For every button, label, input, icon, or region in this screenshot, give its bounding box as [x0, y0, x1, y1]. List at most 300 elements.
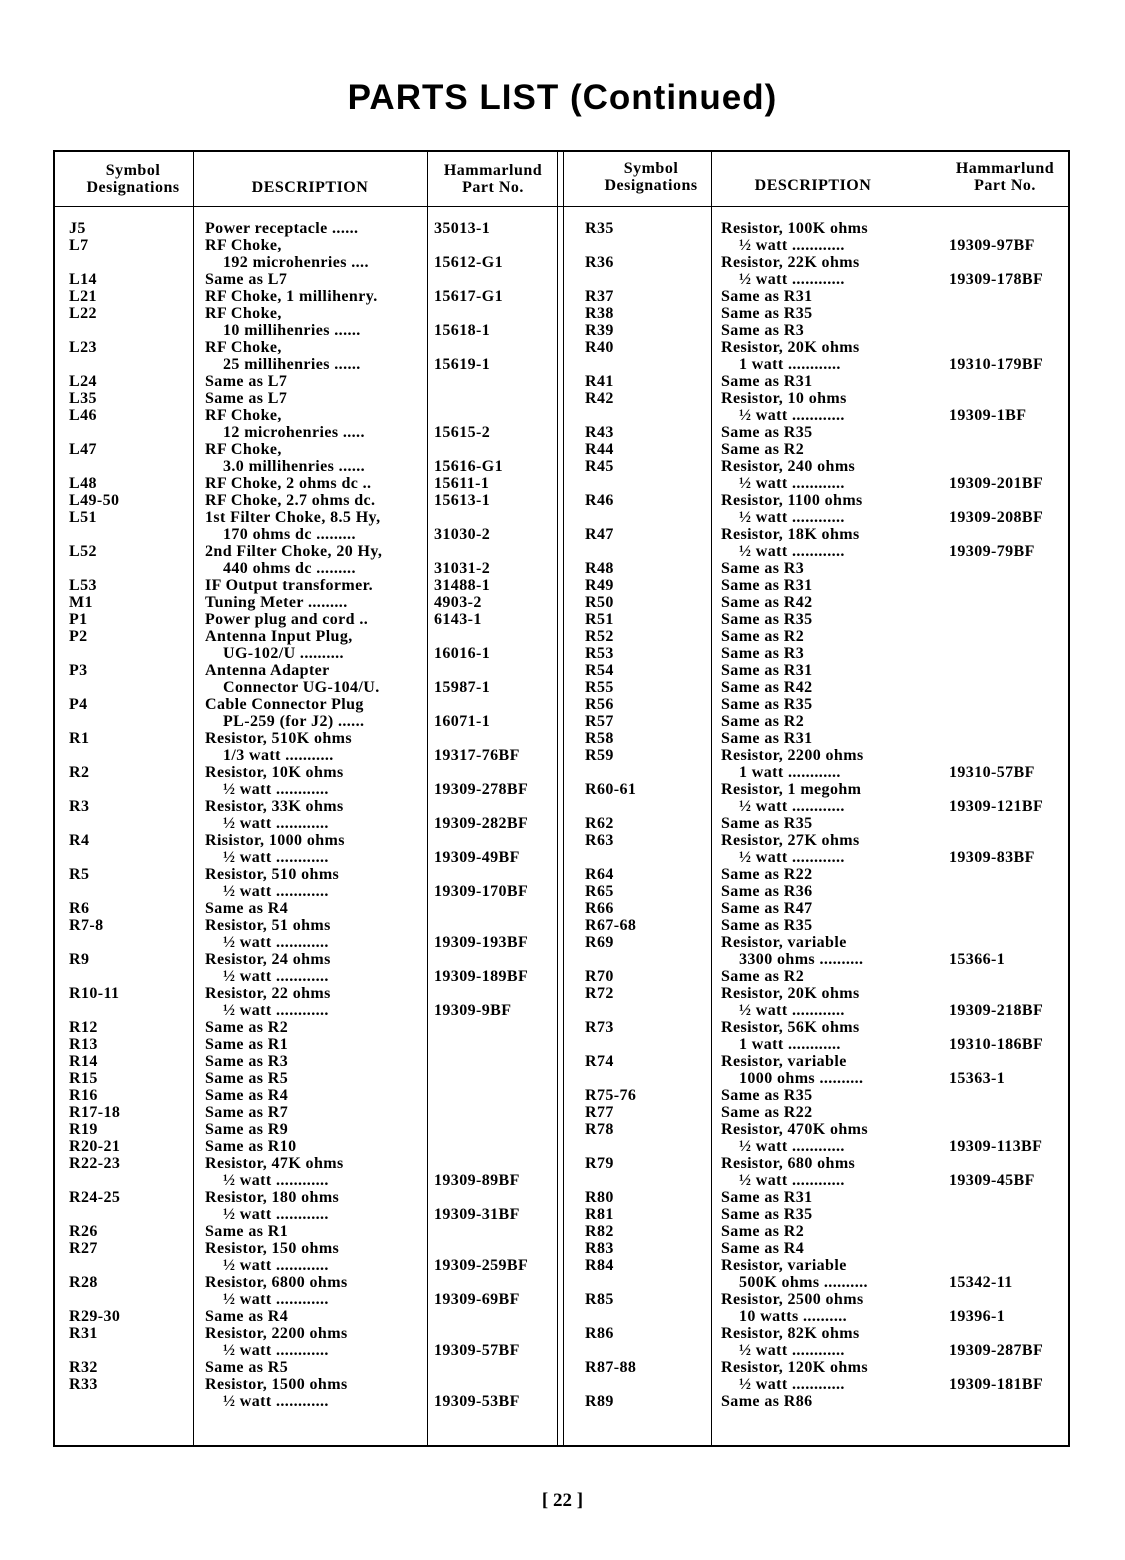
header-designations-text: Designations [86, 179, 180, 196]
description-line: Same as R31 [721, 288, 813, 305]
description-line: Same as R2 [205, 1019, 289, 1036]
description-line: Same as R31 [721, 577, 813, 594]
symbol-designation: R72 [585, 985, 614, 1002]
description-line: ½ watt ............ [739, 271, 845, 288]
description-line: 1000 ohms .......... [739, 1070, 864, 1087]
part-number: 19309-282BF [434, 815, 529, 832]
description-line: RF Choke, 1 millihenry. [205, 288, 378, 305]
part-number: 19309-201BF [949, 475, 1044, 492]
symbol-designation: P3 [69, 662, 88, 679]
description-line: UG-102/U .......... [223, 645, 344, 662]
part-number: 15613-1 [434, 492, 491, 509]
description-line: Resistor, 27K ohms [721, 832, 860, 849]
symbol-designation: J5 [69, 220, 86, 237]
description-line: 1 watt ............ [739, 1036, 841, 1053]
description-line: Same as R31 [721, 662, 813, 679]
description-line: ½ watt ............ [223, 934, 329, 951]
description-line: ½ watt ............ [223, 1206, 329, 1223]
symbol-designation: R80 [585, 1189, 614, 1206]
description-line: ½ watt ............ [739, 1172, 845, 1189]
description-line: Same as R3 [721, 560, 805, 577]
symbol-designation: R81 [585, 1206, 614, 1223]
description-line: IF Output transformer. [205, 577, 374, 594]
symbol-designation: P1 [69, 611, 88, 628]
description-line: Same as R3 [721, 645, 805, 662]
symbol-designation: R9 [69, 951, 90, 968]
symbol-designation: R38 [585, 305, 614, 322]
symbol-designation: R87-88 [585, 1359, 637, 1376]
symbol-designation: R52 [585, 628, 614, 645]
symbol-designation: R19 [69, 1121, 98, 1138]
symbol-designation: R75-76 [585, 1087, 637, 1104]
description-line: ½ watt ............ [739, 1342, 845, 1359]
symbol-designation: R27 [69, 1240, 98, 1257]
header-part-no-text: Part No. [462, 179, 524, 196]
description-line: Same as R35 [721, 1206, 813, 1223]
symbol-designation: R3 [69, 798, 90, 815]
description-line: ½ watt ............ [739, 475, 845, 492]
symbol-designation: R53 [585, 645, 614, 662]
description-line: Power receptacle ...... [205, 220, 359, 237]
symbol-designation: L47 [69, 441, 97, 458]
description-line: ½ watt ............ [223, 1342, 329, 1359]
part-number: 19309-181BF [949, 1376, 1044, 1393]
symbol-designation: R49 [585, 577, 614, 594]
description-line: Same as R7 [205, 1104, 289, 1121]
description-line: Same as R35 [721, 696, 813, 713]
header-part-left [429, 162, 557, 196]
description-line: ½ watt ............ [739, 1138, 845, 1155]
symbol-designation: L48 [69, 475, 97, 492]
header-divider [55, 206, 1068, 207]
description-line: Resistor, 240 ohms [721, 458, 856, 475]
description-line: Resistor, 100K ohms [721, 220, 869, 237]
symbol-designation: R66 [585, 900, 614, 917]
description-line: Same as R42 [721, 679, 813, 696]
part-number: 19309-189BF [434, 968, 529, 985]
header-symbol-text: Symbol [105, 162, 161, 179]
description-line: 3300 ohms .......... [739, 951, 864, 968]
header-symbol-right [581, 160, 721, 194]
part-number: 19317-76BF [434, 747, 520, 764]
symbol-designation: R14 [69, 1053, 98, 1070]
part-number: 31030-2 [434, 526, 491, 543]
description-line: Resistor, 2500 ohms [721, 1291, 864, 1308]
description-line: Resistor, 22K ohms [721, 254, 860, 271]
symbol-designation: R35 [585, 220, 614, 237]
description-line: RF Choke, [205, 237, 282, 254]
symbol-designation: R70 [585, 968, 614, 985]
description-line: ½ watt ............ [223, 781, 329, 798]
description-line: Same as R36 [721, 883, 813, 900]
description-line: Same as R1 [205, 1223, 289, 1240]
part-number: 19309-1BF [949, 407, 1027, 424]
description-line: Resistor, 47K ohms [205, 1155, 344, 1172]
symbol-designation: R22-23 [69, 1155, 121, 1172]
symbol-designation: R6 [69, 900, 90, 917]
column-divider [563, 152, 564, 1445]
description-line: Resistor, 510 ohms [205, 866, 340, 883]
description-line: ½ watt ............ [739, 1376, 845, 1393]
symbol-designation: R15 [69, 1070, 98, 1087]
part-number: 16016-1 [434, 645, 491, 662]
description-line: Resistor, 22 ohms [205, 985, 331, 1002]
symbol-designation: L24 [69, 373, 97, 390]
symbol-designation: R78 [585, 1121, 614, 1138]
page-title: PARTS LIST (Continued) [347, 78, 778, 117]
description-line: 10 watts .......... [739, 1308, 848, 1325]
part-number: 19310-57BF [949, 764, 1035, 781]
description-line: Resistor, 2200 ohms [205, 1325, 348, 1342]
description-line: Resistor, 56K ohms [721, 1019, 860, 1036]
description-line: Same as R2 [721, 1223, 805, 1240]
description-line: Same as R47 [721, 900, 813, 917]
symbol-designation: R50 [585, 594, 614, 611]
symbol-designation: R24-25 [69, 1189, 121, 1206]
description-line: Same as R35 [721, 424, 813, 441]
symbol-designation: R31 [69, 1325, 98, 1342]
part-number: 19309-170BF [434, 883, 529, 900]
symbol-designation: R56 [585, 696, 614, 713]
description-line: Resistor, 33K ohms [205, 798, 344, 815]
part-number: 15612-G1 [434, 254, 503, 271]
description-line: 12 microhenries ..... [223, 424, 365, 441]
symbol-designation: R86 [585, 1325, 614, 1342]
symbol-designation: R63 [585, 832, 614, 849]
symbol-designation: R42 [585, 390, 614, 407]
part-number: 15363-1 [949, 1070, 1006, 1087]
description-line: Resistor, variable [721, 1257, 847, 1274]
symbol-designation: R58 [585, 730, 614, 747]
symbol-designation: R29-30 [69, 1308, 121, 1325]
description-line: ½ watt ............ [223, 815, 329, 832]
part-number: 15615-2 [434, 424, 491, 441]
part-number: 15342-11 [949, 1274, 1013, 1291]
symbol-designation: R59 [585, 747, 614, 764]
description-line: Same as R2 [721, 628, 805, 645]
part-number: 19309-69BF [434, 1291, 520, 1308]
description-line: Same as R3 [205, 1053, 289, 1070]
description-line: Tuning Meter ......... [205, 594, 348, 611]
symbol-designation: R33 [69, 1376, 98, 1393]
symbol-designation: R51 [585, 611, 614, 628]
header-designations-text: Designations [604, 177, 698, 194]
description-line: Resistor, variable [721, 1053, 847, 1070]
symbol-designation: R84 [585, 1257, 614, 1274]
symbol-designation: R73 [585, 1019, 614, 1036]
description-line: Same as R42 [721, 594, 813, 611]
symbol-designation: R67-68 [585, 917, 637, 934]
symbol-designation: R64 [585, 866, 614, 883]
column-divider [193, 152, 194, 1445]
symbol-designation: L52 [69, 543, 97, 560]
symbol-designation: R37 [585, 288, 614, 305]
symbol-designation: R46 [585, 492, 614, 509]
symbol-designation: R7-8 [69, 917, 104, 934]
description-line: Same as R35 [721, 611, 813, 628]
part-number: 19309-53BF [434, 1393, 520, 1410]
description-line: Same as R4 [205, 1308, 289, 1325]
symbol-designation: L35 [69, 390, 97, 407]
description-line: Same as L7 [205, 373, 288, 390]
description-line: 192 microhenries .... [223, 254, 369, 271]
part-number: 15619-1 [434, 356, 491, 373]
symbol-designation: R43 [585, 424, 614, 441]
description-line: ½ watt ............ [739, 543, 845, 560]
description-line: Same as R10 [205, 1138, 297, 1155]
description-line: Resistor, 51 ohms [205, 917, 331, 934]
description-line: 1 watt ............ [739, 356, 841, 373]
part-number: 15366-1 [949, 951, 1006, 968]
part-number: 19309-57BF [434, 1342, 520, 1359]
description-line: ½ watt ............ [739, 849, 845, 866]
symbol-designation: R17-18 [69, 1104, 121, 1121]
part-number: 19309-9BF [434, 1002, 512, 1019]
symbol-designation: R40 [585, 339, 614, 356]
part-number: 19309-113BF [949, 1138, 1043, 1155]
description-line: Same as R22 [721, 1104, 813, 1121]
symbol-designation: R85 [585, 1291, 614, 1308]
symbol-designation: R41 [585, 373, 614, 390]
parts-table [53, 150, 1070, 1447]
symbol-designation: R16 [69, 1087, 98, 1104]
description-line: Same as R22 [721, 866, 813, 883]
part-number: 19309-89BF [434, 1172, 520, 1189]
symbol-designation: R13 [69, 1036, 98, 1053]
description-line: ½ watt ............ [223, 968, 329, 985]
description-line: ½ watt ............ [739, 237, 845, 254]
description-line: Risistor, 1000 ohms [205, 832, 345, 849]
part-number: 19309-83BF [949, 849, 1035, 866]
description-line: Antenna Adapter [205, 662, 330, 679]
description-line: 440 ohms dc ......... [223, 560, 356, 577]
symbol-designation: R89 [585, 1393, 614, 1410]
symbol-designation: R44 [585, 441, 614, 458]
symbol-designation: R4 [69, 832, 90, 849]
symbol-designation: P2 [69, 628, 88, 645]
symbol-designation: P4 [69, 696, 88, 713]
description-line: Resistor, 120K ohms [721, 1359, 869, 1376]
header-symbol-left [63, 162, 203, 196]
description-line: 1st Filter Choke, 8.5 Hy, [205, 509, 381, 526]
symbol-designation: R83 [585, 1240, 614, 1257]
description-line: 500K ohms .......... [739, 1274, 868, 1291]
symbol-designation: R39 [585, 322, 614, 339]
description-line: Resistor, 20K ohms [721, 985, 860, 1002]
description-line: Same as R5 [205, 1070, 289, 1087]
part-number: 16071-1 [434, 713, 491, 730]
description-line: Same as R4 [721, 1240, 805, 1257]
part-number: 19310-179BF [949, 356, 1044, 373]
symbol-designation: L7 [69, 237, 89, 254]
description-line: Resistor, 150 ohms [205, 1240, 340, 1257]
description-line: RF Choke, [205, 441, 282, 458]
header-part-no-text: Part No. [974, 177, 1036, 194]
description-line: Resistor, 82K ohms [721, 1325, 860, 1342]
symbol-designation: R54 [585, 662, 614, 679]
description-line: Same as R31 [721, 1189, 813, 1206]
part-number: 19396-1 [949, 1308, 1006, 1325]
description-line: Same as R2 [721, 441, 805, 458]
column-divider [557, 152, 558, 1445]
part-number: 19309-259BF [434, 1257, 529, 1274]
symbol-designation: R82 [585, 1223, 614, 1240]
symbol-designation: R79 [585, 1155, 614, 1172]
part-number: 15618-1 [434, 322, 491, 339]
symbol-designation: R5 [69, 866, 90, 883]
part-number: 19309-79BF [949, 543, 1035, 560]
description-line: Resistor, 180 ohms [205, 1189, 340, 1206]
description-line: Resistor, 18K ohms [721, 526, 860, 543]
description-line: ½ watt ............ [223, 1291, 329, 1308]
description-line: Same as R4 [205, 900, 289, 917]
description-line: Resistor, 1 megohm [721, 781, 862, 798]
header-hammarlund-text: Hammarlund [955, 160, 1055, 177]
description-line: Resistor, 470K ohms [721, 1121, 869, 1138]
symbol-designation: R48 [585, 560, 614, 577]
symbol-designation: R77 [585, 1104, 614, 1121]
part-number: 35013-1 [434, 220, 491, 237]
part-number: 19309-45BF [949, 1172, 1035, 1189]
part-number: 19310-186BF [949, 1036, 1044, 1053]
description-line: 170 ohms dc ......... [223, 526, 356, 543]
symbol-designation: R26 [69, 1223, 98, 1240]
description-line: Power plug and cord .. [205, 611, 369, 628]
description-line: 1/3 watt ........... [223, 747, 334, 764]
description-line: Cable Connector Plug [205, 696, 364, 713]
description-line: 2nd Filter Choke, 20 Hy, [205, 543, 383, 560]
part-number: 15617-G1 [434, 288, 503, 305]
part-number: 19309-287BF [949, 1342, 1044, 1359]
part-number: 15987-1 [434, 679, 491, 696]
description-line: Same as R3 [721, 322, 805, 339]
symbol-designation: R12 [69, 1019, 98, 1036]
part-number: 19309-208BF [949, 509, 1044, 526]
description-line: Same as R2 [721, 713, 805, 730]
description-line: Same as R31 [721, 373, 813, 390]
symbol-designation: R2 [69, 764, 90, 781]
description-line: Resistor, 1500 ohms [205, 1376, 348, 1393]
description-line: RF Choke, [205, 407, 282, 424]
symbol-designation: M1 [69, 594, 93, 611]
part-number: 19309-278BF [434, 781, 529, 798]
description-line: RF Choke, [205, 305, 282, 322]
symbol-designation: L49-50 [69, 492, 120, 509]
symbol-designation: R47 [585, 526, 614, 543]
symbol-designation: L14 [69, 271, 97, 288]
description-line: Resistor, 680 ohms [721, 1155, 856, 1172]
description-line: Same as R1 [205, 1036, 289, 1053]
part-number: 15611-1 [434, 475, 490, 492]
part-number: 19309-97BF [949, 237, 1035, 254]
description-line: Same as R4 [205, 1087, 289, 1104]
symbol-designation: L23 [69, 339, 97, 356]
part-number: 6143-1 [434, 611, 482, 628]
description-line: ½ watt ............ [739, 798, 845, 815]
description-line: Resistor, 510K ohms [205, 730, 353, 747]
description-line: Resistor, variable [721, 934, 847, 951]
description-line: Same as L7 [205, 271, 288, 288]
part-number: 19309-178BF [949, 271, 1044, 288]
description-line: Connector UG-104/U. [223, 679, 380, 696]
symbol-designation: R69 [585, 934, 614, 951]
description-line: Same as R35 [721, 305, 813, 322]
symbol-designation: L51 [69, 509, 97, 526]
description-line: Same as R9 [205, 1121, 289, 1138]
description-line: Resistor, 1100 ohms [721, 492, 863, 509]
header-description-left: DESCRIPTION [251, 179, 369, 196]
description-line: PL-259 (for J2) ...... [223, 713, 365, 730]
description-line: Resistor, 10K ohms [205, 764, 344, 781]
description-line: ½ watt ............ [223, 883, 329, 900]
description-line: ½ watt ............ [223, 1393, 329, 1410]
symbol-designation: R32 [69, 1359, 98, 1376]
header-part-right [935, 160, 1075, 194]
description-line: ½ watt ............ [223, 1002, 329, 1019]
symbol-designation: L53 [69, 577, 97, 594]
description-line: ½ watt ............ [223, 849, 329, 866]
part-number: 19309-121BF [949, 798, 1044, 815]
part-number: 19309-49BF [434, 849, 520, 866]
part-number: 19309-193BF [434, 934, 529, 951]
part-number: 15616-G1 [434, 458, 503, 475]
header-description-right: DESCRIPTION [754, 177, 872, 194]
description-line: Same as R35 [721, 815, 813, 832]
description-line: Same as R2 [721, 968, 805, 985]
symbol-designation: R65 [585, 883, 614, 900]
column-divider [711, 152, 712, 1445]
description-line: Same as R35 [721, 917, 813, 934]
part-number: 19309-218BF [949, 1002, 1044, 1019]
description-line: Same as R5 [205, 1359, 289, 1376]
symbol-designation: R36 [585, 254, 614, 271]
description-line: RF Choke, 2.7 ohms dc. [205, 492, 376, 509]
description-line: RF Choke, [205, 339, 282, 356]
part-number: 19309-31BF [434, 1206, 520, 1223]
symbol-designation: R20-21 [69, 1138, 121, 1155]
page-number: [ 22 ] [541, 1490, 584, 1511]
description-line: Resistor, 24 ohms [205, 951, 331, 968]
description-line: ½ watt ............ [223, 1172, 329, 1189]
column-divider [427, 152, 428, 1445]
part-number: 31031-2 [434, 560, 491, 577]
description-line: Resistor, 10 ohms [721, 390, 847, 407]
description-line: ½ watt ............ [223, 1257, 329, 1274]
description-line: Same as R31 [721, 730, 813, 747]
description-line: ½ watt ............ [739, 407, 845, 424]
description-line: RF Choke, 2 ohms dc .. [205, 475, 372, 492]
symbol-designation: R62 [585, 815, 614, 832]
description-line: Resistor, 6800 ohms [205, 1274, 348, 1291]
description-line: Same as L7 [205, 390, 288, 407]
description-line: Resistor, 2200 ohms [721, 747, 864, 764]
description-line: Same as R35 [721, 1087, 813, 1104]
symbol-designation: L22 [69, 305, 97, 322]
description-line: Same as R86 [721, 1393, 813, 1410]
symbol-designation: R28 [69, 1274, 98, 1291]
symbol-designation: R57 [585, 713, 614, 730]
symbol-designation: R45 [585, 458, 614, 475]
symbol-designation: R60-61 [585, 781, 637, 798]
symbol-designation: R1 [69, 730, 90, 747]
symbol-designation: L21 [69, 288, 97, 305]
description-line: Antenna Input Plug, [205, 628, 353, 645]
symbol-designation: R10-11 [69, 985, 120, 1002]
description-line: 10 millihenries ...... [223, 322, 361, 339]
part-number: 31488-1 [434, 577, 491, 594]
description-line: ½ watt ............ [739, 509, 845, 526]
part-number: 4903-2 [434, 594, 482, 611]
